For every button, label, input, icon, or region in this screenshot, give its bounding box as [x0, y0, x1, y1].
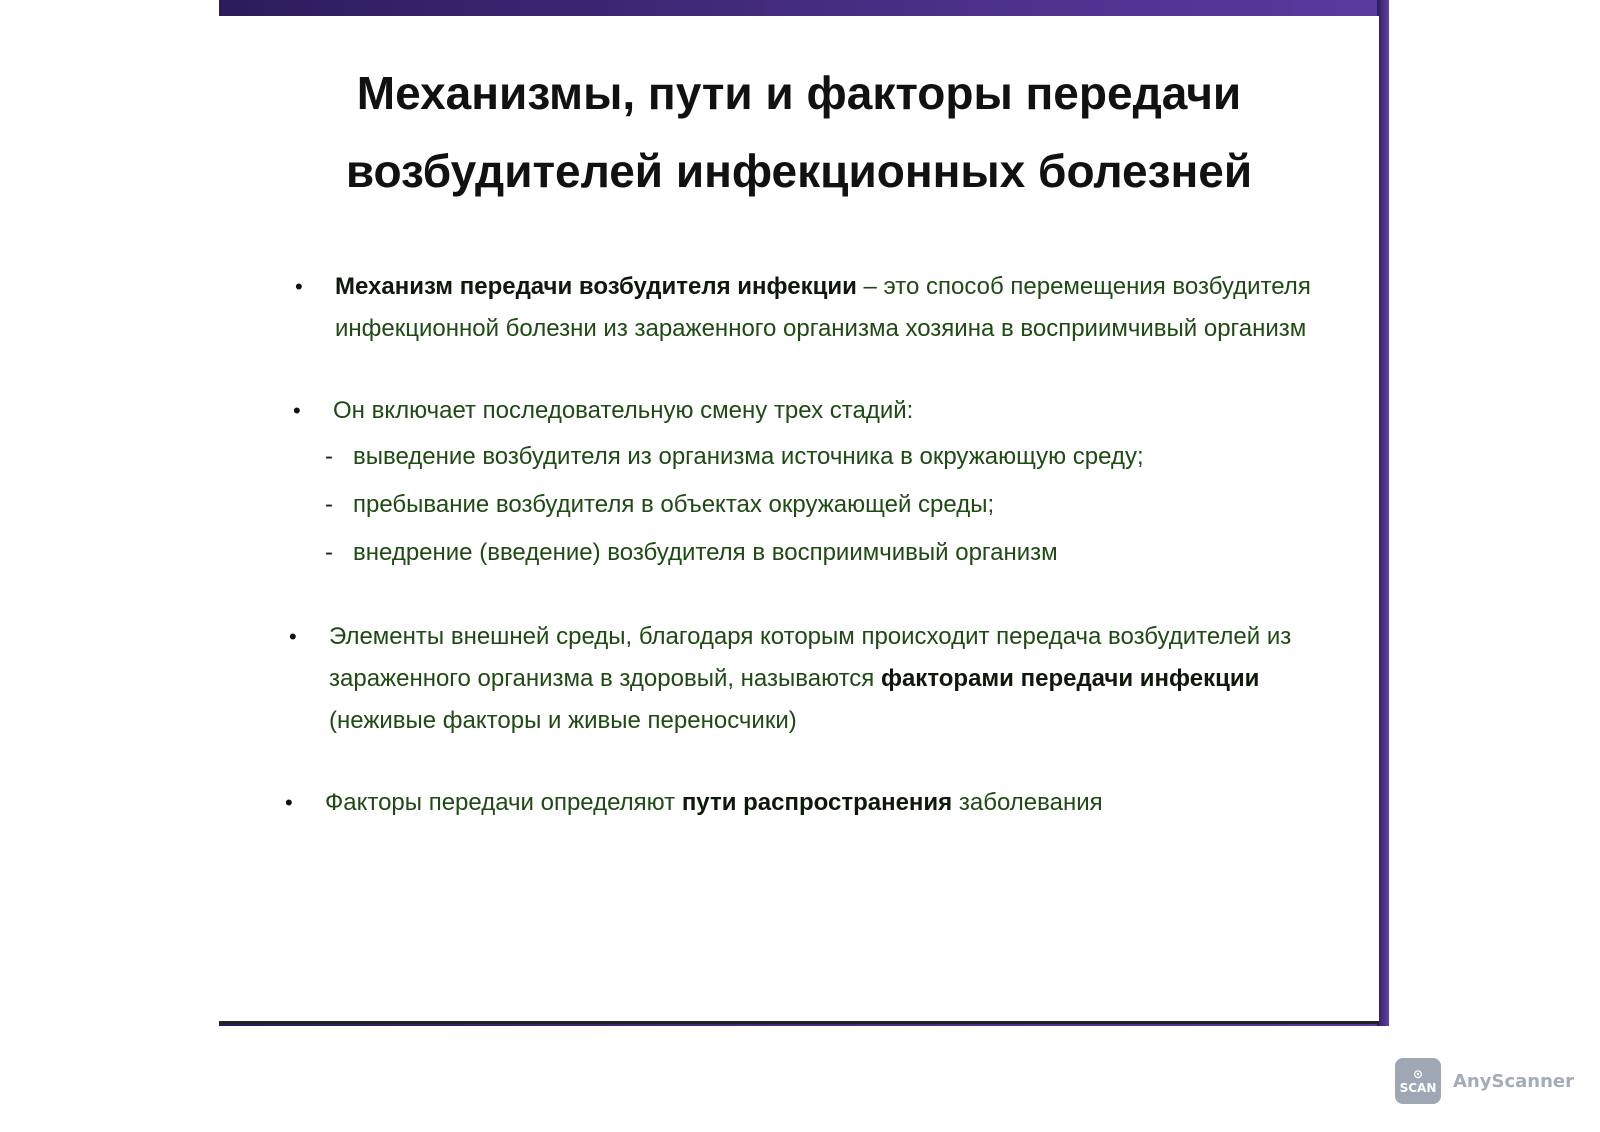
factors-term: факторами передачи инфекции [880, 665, 1260, 692]
bullet-stages [285, 390, 1321, 576]
scan-logo-icon [1395, 1058, 1441, 1104]
bullet-dot: • [285, 790, 293, 815]
scan-logo-mark: ⊙ [1412, 1067, 1424, 1081]
factors-text-pre: Элементы внешней среды, благодаря которым происходит передача возбудителей из зараженного организма в здоровый, называются [329, 623, 1292, 692]
mechanism-definition: – это способ перемещения возбудителя инфекционной болезни из зараженного организма хозяина в восприимчивый организм [335, 273, 1311, 342]
stage-text: внедрение (введение) возбудителя в восприимчивый организм [353, 539, 1058, 566]
stage-text: выведение возбудителя из организма источника в окружающую среду; [353, 443, 1144, 470]
routes-text-post: заболевания [952, 789, 1103, 816]
bullet-mechanism [287, 266, 1321, 350]
scan-logo-text: SCAN [1399, 1081, 1437, 1095]
dash-marker: - [325, 443, 333, 470]
stage-item [295, 434, 1321, 480]
stages-intro: Он включает последовательную смену трех стадий: [333, 397, 914, 424]
anyscanner-watermark [1395, 1058, 1574, 1104]
bullet-dot: • [295, 274, 303, 299]
dash-marker: - [325, 539, 333, 566]
mechanism-term: Механизм передачи возбудителя инфекции [335, 273, 857, 300]
routes-text-pre: Факторы передачи определяют [325, 789, 682, 816]
stage-item [295, 482, 1321, 528]
stage-item [295, 530, 1321, 576]
bullet-factors [281, 616, 1321, 742]
dash-marker: - [325, 491, 333, 518]
bullet-routes [277, 782, 1321, 824]
title-line-2: возбудителей инфекционных болезней [345, 145, 1253, 197]
slide-content [281, 266, 1321, 864]
slide [219, 16, 1379, 1024]
bullet-dot: • [289, 624, 297, 649]
watermark-name: AnyScanner [1453, 1070, 1574, 1092]
bullet-dot: • [293, 398, 301, 423]
stage-text: пребывание возбудителя в объектах окружающей среды; [353, 491, 995, 518]
routes-term: пути распространения [681, 789, 953, 816]
factors-text-post: (неживые факторы и живые переносчики) [329, 707, 797, 734]
slide-title [219, 54, 1379, 210]
title-line-1: Механизмы, пути и факторы передачи [356, 67, 1242, 119]
